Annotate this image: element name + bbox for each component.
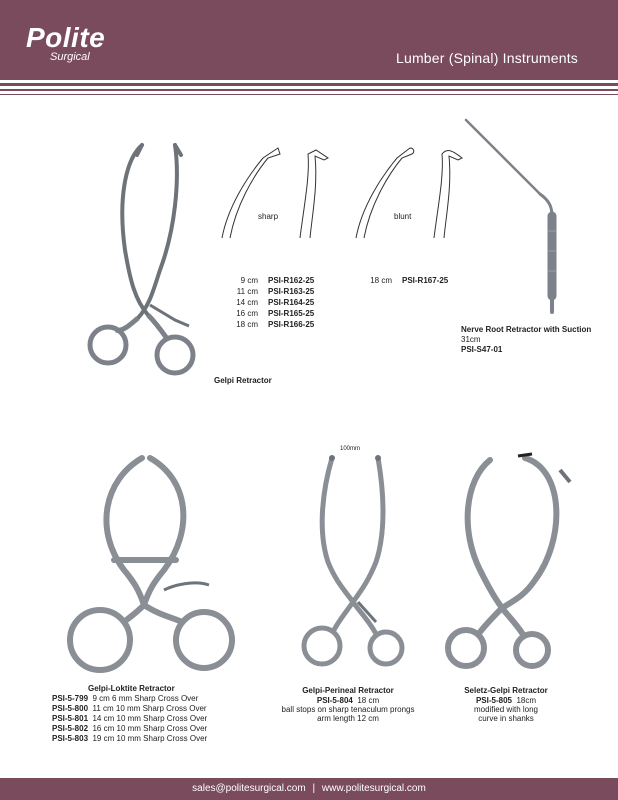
footer-bar — [0, 778, 618, 800]
product-code: PSI-5-802 — [52, 724, 89, 733]
product-desc: 19 cm 10 mm Sharp Cross Over — [92, 734, 208, 743]
size-label: 11 cm — [236, 287, 258, 296]
nerve-root-name: Nerve Root Retractor with Suction — [461, 325, 592, 334]
seletz-desc-2: curve in shanks — [478, 714, 534, 723]
page-title: Lumber (Spinal) Instruments — [395, 50, 578, 66]
product-code: PSI-R164-25 — [268, 298, 315, 307]
logo-text: Polite — [26, 22, 106, 53]
product-code: PSI-R166-25 — [268, 320, 315, 329]
list-item — [224, 298, 314, 307]
perineal-desc-1: ball stops on sharp tenaculum prongs — [281, 705, 415, 714]
gelpi-loktite-retractor-image — [64, 450, 244, 680]
product-code: PSI-R162-25 — [268, 276, 315, 285]
product-code: PSI-R163-25 — [268, 287, 315, 296]
product-code: PSI-5-800 — [52, 704, 89, 713]
list-item — [224, 287, 314, 296]
sharp-tip-diagram — [218, 146, 338, 246]
list-item — [52, 724, 207, 734]
product-size: 18cm — [516, 696, 537, 705]
header-banner — [0, 0, 618, 80]
gelpi-retractor-image — [80, 140, 210, 390]
gelpi-perineal-retractor-image — [298, 452, 408, 680]
seletz-desc-1: modified with long — [473, 705, 539, 714]
size-label: 9 cm — [240, 276, 258, 285]
blunt-tip-label: blunt — [394, 212, 412, 221]
size-label: 18 cm — [236, 320, 258, 329]
size-label: 18 cm — [370, 276, 392, 285]
sharp-tip-label: sharp — [258, 212, 279, 221]
product-code: PSI-5-804 — [316, 696, 353, 705]
nerve-root-code: PSI-S47-01 — [461, 345, 503, 354]
list-item — [224, 276, 314, 285]
seletz-gelpi-retractor-image — [440, 450, 580, 680]
logo-subtext: Surgical — [50, 51, 90, 63]
seletz-name: Seletz-Gelpi Retractor — [464, 686, 548, 695]
size-label: 14 cm — [236, 298, 258, 307]
blunt-tip-diagram — [352, 146, 472, 246]
brand-logo[interactable] — [26, 22, 106, 63]
loktite-name: Gelpi-Loktite Retractor — [88, 684, 175, 693]
gelpi-retractor-name: Gelpi Retractor — [214, 376, 272, 385]
footer-email-link[interactable]: sales@politesurgical.com — [192, 783, 306, 794]
product-desc: 16 cm 10 mm Sharp Cross Over — [92, 724, 208, 733]
product-code: PSI-5-803 — [52, 734, 89, 743]
footer-separator: | — [312, 783, 316, 794]
product-desc: 9 cm 6 mm Sharp Cross Over — [92, 694, 199, 703]
perineal-dimension-label: 100mm — [340, 446, 361, 452]
list-item — [52, 714, 207, 724]
perineal-desc-2: arm length 12 cm — [317, 714, 379, 723]
product-code: PSI-R165-25 — [268, 309, 315, 318]
nerve-root-retractor-image — [462, 116, 572, 316]
size-label: 16 cm — [236, 309, 258, 318]
product-size: 18 cm — [357, 696, 380, 705]
product-code: PSI-5-799 — [52, 694, 89, 703]
perineal-name: Gelpi-Perineal Retractor — [302, 686, 394, 695]
list-item — [224, 309, 314, 318]
footer-website-link[interactable]: www.politesurgical.com — [321, 783, 426, 794]
list-item — [224, 320, 314, 329]
stripe-divider — [0, 89, 618, 91]
list-item — [52, 734, 207, 744]
list-item — [52, 704, 207, 714]
product-desc: 14 cm 10 mm Sharp Cross Over — [92, 714, 208, 723]
stripe-divider — [0, 94, 618, 95]
product-desc: 11 cm 10 mm Sharp Cross Over — [92, 704, 207, 713]
product-code: PSI-5-805 — [475, 696, 512, 705]
stripe-divider — [0, 83, 618, 86]
gelpi-blunt-size-item — [358, 276, 448, 285]
product-code: PSI-R167-25 — [402, 276, 449, 285]
nerve-root-size: 31cm — [461, 335, 481, 344]
product-code: PSI-5-801 — [52, 714, 89, 723]
list-item — [52, 694, 198, 704]
